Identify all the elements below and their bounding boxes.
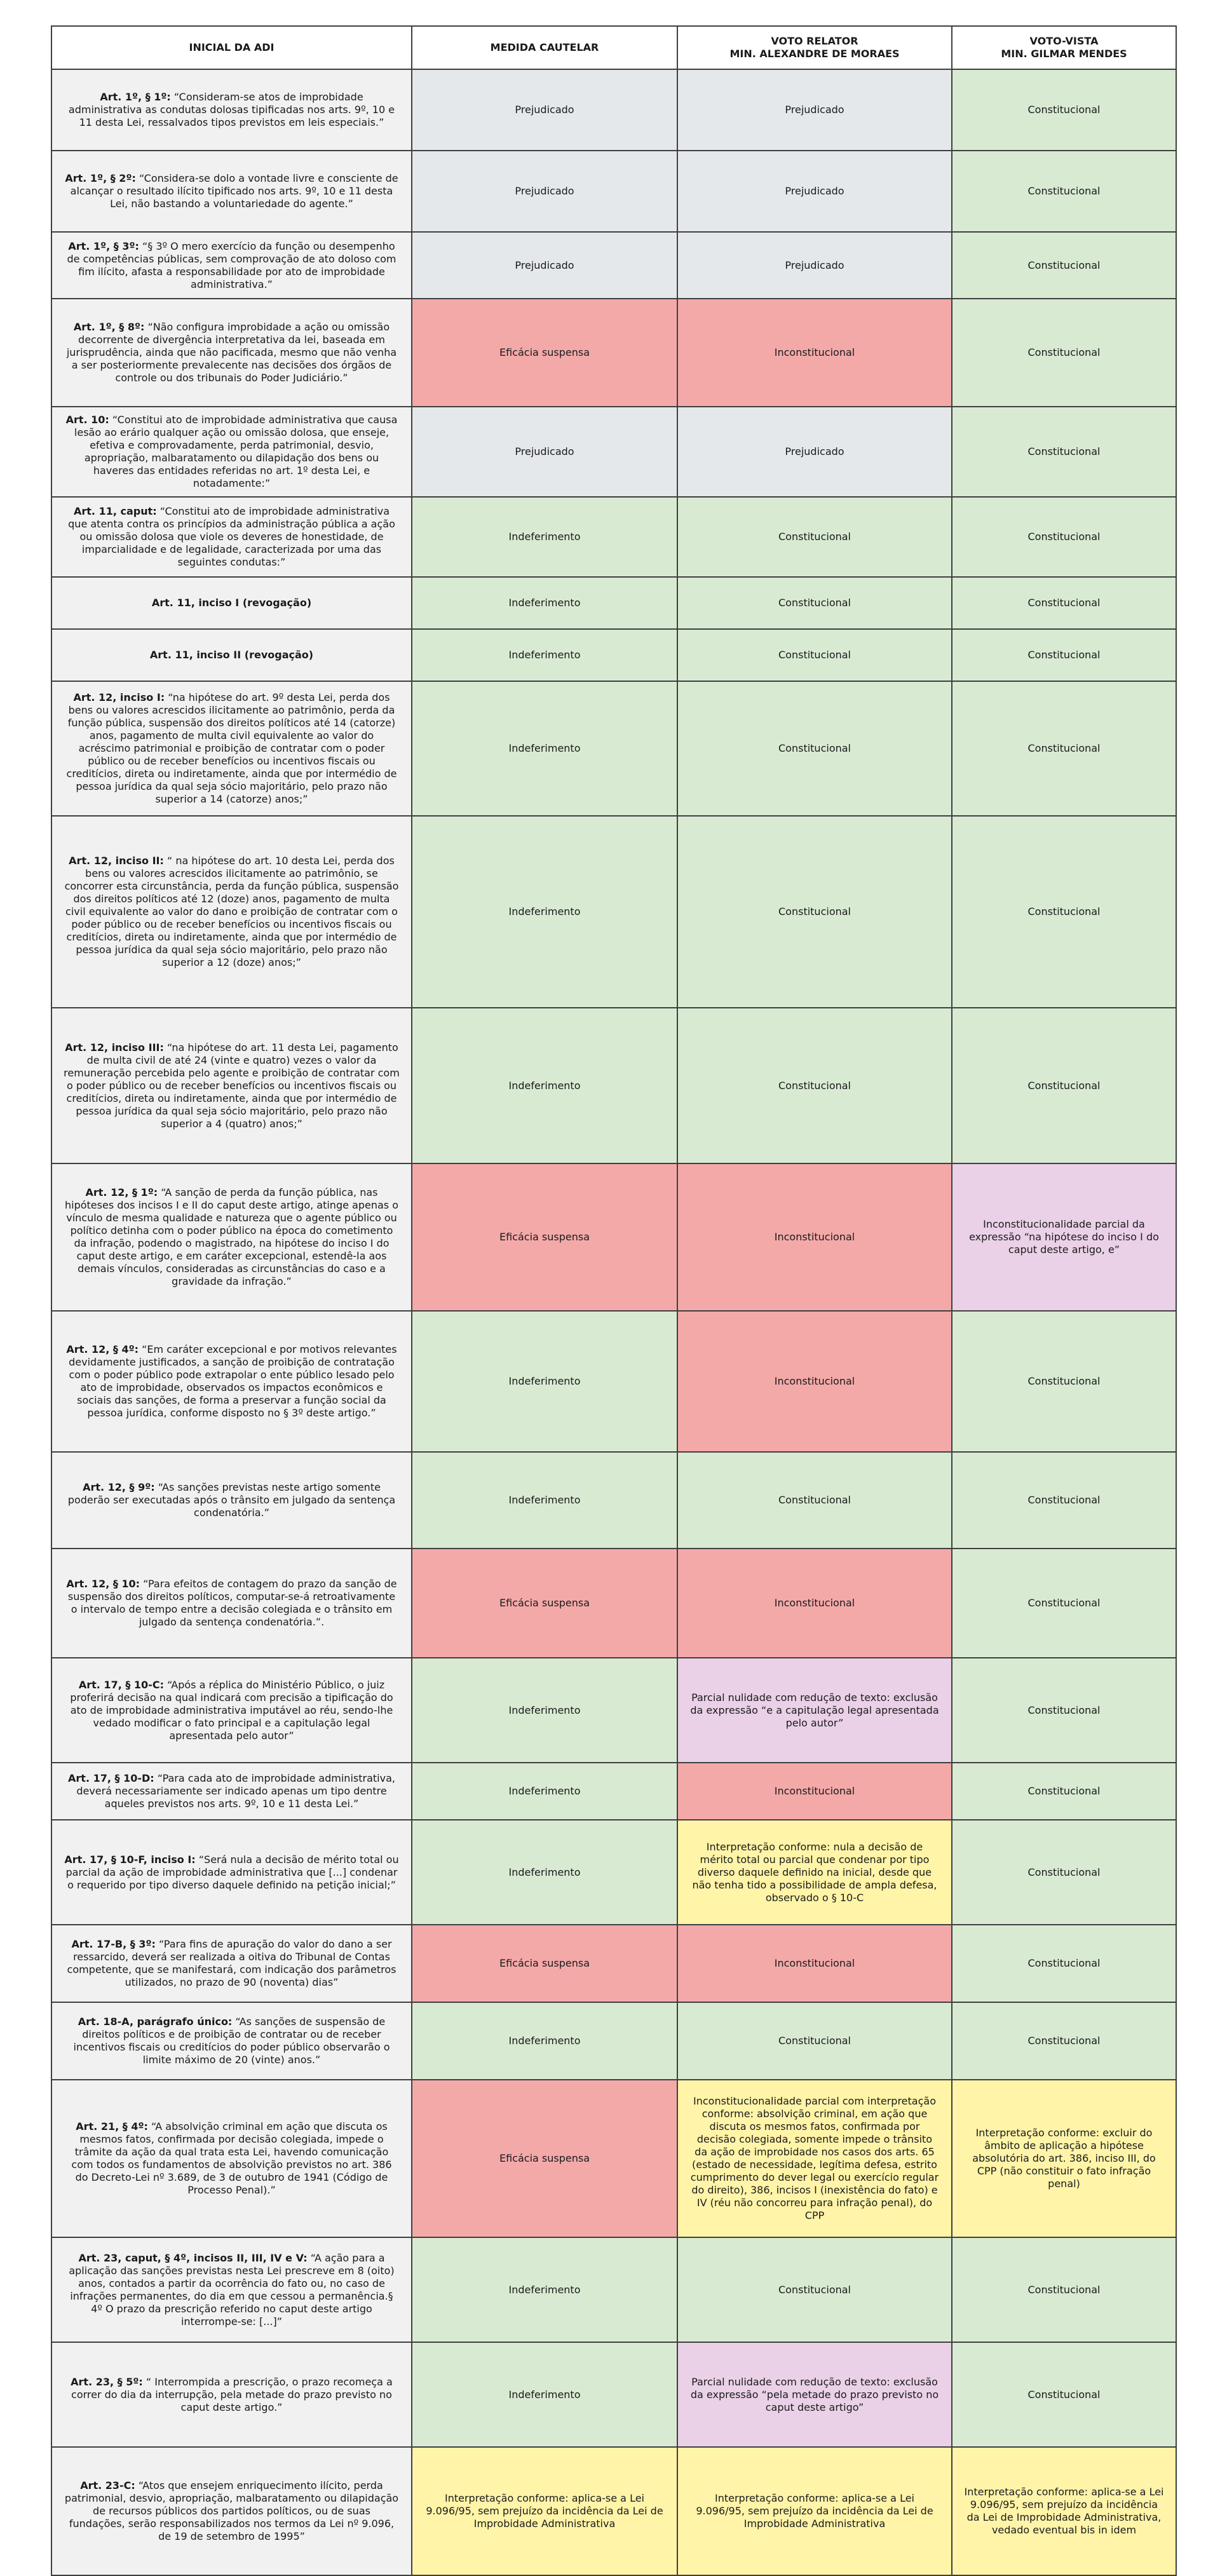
article-text: “A sanção de perda da função pública, nas hipóteses dos incisos I e II do caput deste artigo, atinge apenas o vínculo de mesma qualidade e natureza que o agente público ou político detinha com o poder público na época do cometimento da infração, podendo o magistrado, na hipótese do inciso I do caput deste artigo, e em caráter excepcional, estendê-la aos demais vínculos, consideradas as circunstâncias do caso e a gravidade da infração.”: [64, 1186, 398, 1287]
cell-inicial: [51, 2342, 412, 2447]
table-row: [51, 629, 1176, 681]
cell-voto-vista: [952, 1549, 1176, 1658]
cell-voto-relator-text: Prejudicado: [785, 445, 844, 458]
cell-medida-cautelar: [412, 1549, 677, 1658]
article-ref: Art. 12, inciso II:: [69, 855, 164, 867]
article-ref: Art. 23-C:: [80, 2479, 135, 2491]
cell-voto-vista: [952, 816, 1176, 1008]
cell-medida-cautelar-text: Indeferimento: [508, 649, 581, 661]
article-ref: Art. 1º, § 1º:: [100, 91, 171, 103]
cell-voto-vista-text: Constitucional: [1027, 1079, 1101, 1092]
cell-voto-relator: [677, 151, 952, 232]
cell-voto-relator-text: Interpretação conforme: aplica-se a Lei 9.096/95, sem prejuízo da incidência da Lei de Improbidade Administrativa: [696, 2492, 933, 2530]
article-ref: Art. 12, § 10:: [66, 1578, 140, 1590]
cell-voto-relator-text: Inconstitucional: [774, 1231, 855, 1243]
cell-voto-relator-text: Constitucional: [778, 2035, 851, 2047]
cell-inicial: [51, 1658, 412, 1763]
article-ref: Art. 11, inciso II (revogação): [149, 649, 314, 661]
cell-inicial: [51, 577, 412, 629]
cell-voto-vista-text: Constitucional: [1027, 1704, 1101, 1716]
cell-inicial: [51, 1008, 412, 1163]
header-row: [51, 26, 1176, 69]
article-text: “As sanções previstas neste artigo somente poderão ser executadas após o trânsito em julgado da sentença condenatória.”: [67, 1481, 396, 1519]
table-body: [51, 69, 1176, 2575]
cell-voto-vista: [952, 407, 1176, 497]
table-row: [51, 577, 1176, 629]
article-text: “Não configura improbidade a ação ou omissão decorrente de divergência interpretativa da lei, baseada em jurisprudência, ainda que não pacificada, mesmo que não venha a ser posteriormente prevalecente nas decisões dos órgãos de controle ou dos tribunais do Poder Judiciário.”: [66, 321, 397, 384]
cell-voto-vista: [952, 1452, 1176, 1549]
article-ref: Art. 1º, § 3º:: [68, 240, 139, 252]
votes-table: [51, 25, 1177, 2576]
cell-voto-vista-text: Constitucional: [1027, 1375, 1101, 1387]
cell-medida-cautelar: [412, 232, 677, 299]
article-text: “Para fins de apuração do valor do dano a ser ressarcido, deverá ser realizada a oitiva do Tribunal de Contas competente, que se manifestará, com indicação dos parâmetros utilizados, no prazo de 90 (noventa) dias”: [67, 1938, 396, 1988]
article-text: “Atos que ensejem enriquecimento ilícito, perda patrimonial, desvio, apropriação, malbaratamento ou dilapidação de recursos públicos dos partidos políticos, ou de suas fundações, serão responsabilizados nos termos da Lei nº 9.096, de 19 de setembro de 1995”: [64, 2479, 399, 2542]
cell-voto-relator-text: Constitucional: [778, 1494, 851, 1506]
cell-voto-vista: [952, 1008, 1176, 1163]
article-ref: Art. 12, § 1º:: [85, 1186, 158, 1198]
cell-voto-vista-text: Constitucional: [1027, 2283, 1101, 2296]
cell-inicial: [51, 151, 412, 232]
table-row: [51, 1658, 1176, 1763]
cell-medida-cautelar-text: Prejudicado: [515, 259, 574, 271]
cell-medida-cautelar-text: Indeferimento: [508, 1704, 581, 1716]
cell-voto-relator: [677, 1163, 952, 1311]
cell-voto-vista: [952, 497, 1176, 577]
article-ref: Art. 12, § 9º:: [83, 1481, 155, 1493]
cell-inicial: [51, 2447, 412, 2575]
article-ref: Art. 1º, § 8º:: [73, 321, 145, 333]
table-row: [51, 2002, 1176, 2080]
cell-voto-vista-text: Constitucional: [1027, 905, 1101, 918]
cell-voto-vista: [952, 299, 1176, 407]
article-ref: Art. 17, § 10-C:: [78, 1678, 164, 1691]
cell-voto-vista: [952, 69, 1176, 151]
table-row: [51, 2237, 1176, 2342]
cell-voto-vista-text: Constitucional: [1027, 649, 1101, 661]
cell-voto-relator: [677, 1925, 952, 2002]
cell-medida-cautelar-text: Indeferimento: [508, 905, 581, 918]
header-voto-vista: VOTO-VISTA MIN. GILMAR MENDES: [952, 26, 1176, 69]
cell-voto-relator-text: Constitucional: [778, 742, 851, 754]
cell-voto-relator-text: Prejudicado: [785, 185, 844, 197]
cell-medida-cautelar-text: Indeferimento: [508, 597, 581, 609]
cell-inicial: [51, 1452, 412, 1549]
cell-medida-cautelar-text: Eficácia suspensa: [499, 2152, 590, 2164]
article-text: “Constitui ato de improbidade administrativa que causa lesão ao erário qualquer ação ou omissão dolosa, que enseje, efetiva e comprovadamente, perda patrimonial, desvio, apropriação, malbaratamento ou dilapidação dos bens ou haveres das entidades referidas no art. 1º desta Lei, e notadamente:”: [74, 414, 398, 489]
cell-voto-relator-text: Prejudicado: [785, 259, 844, 271]
article-text: “na hipótese do art. 11 desta Lei, pagamento de multa civil de até 24 (vinte e quatro) vezes o valor da remuneração percebida pelo agente e proibição de contratar com o poder público ou de receber benefícios ou incentivos fiscais ou creditícios, direta ou indiretamente, ainda que por intermédio de pessoa jurídica da qual seja sócio majoritário, pelo prazo não superior a 4 (quatro) anos;”: [64, 1041, 400, 1130]
cell-voto-relator-text: Inconstitucional: [774, 346, 855, 358]
cell-voto-relator: [677, 2447, 952, 2575]
article-ref: Art. 21, § 4º:: [76, 2120, 148, 2132]
cell-medida-cautelar-text: Indeferimento: [508, 742, 581, 754]
article-text: “Consideram-se atos de improbidade administrativa as condutas dolosas tipificadas nos arts. 9º, 10 e 11 desta Lei, ressalvados tipos previstos em leis especiais.”: [68, 91, 395, 128]
article-ref: Art. 18-A, parágrafo único:: [78, 2016, 233, 2028]
cell-inicial: [51, 299, 412, 407]
table-row: [51, 1452, 1176, 1549]
cell-voto-vista-text: Constitucional: [1027, 259, 1101, 271]
cell-medida-cautelar: [412, 2237, 677, 2342]
article-ref: Art. 17, § 10-F, inciso I:: [64, 1853, 196, 1866]
cell-voto-relator-text: Parcial nulidade com redução de texto: exclusão da expressão “e a capitulação legal apresentada pelo autor”: [690, 1691, 939, 1729]
cell-voto-vista: [952, 2080, 1176, 2237]
table-row: [51, 497, 1176, 577]
table-row: [51, 681, 1176, 816]
cell-voto-vista-text: Constitucional: [1027, 1957, 1101, 1969]
cell-medida-cautelar-text: Eficácia suspensa: [499, 346, 590, 358]
cell-voto-vista: [952, 577, 1176, 629]
cell-medida-cautelar-text: Indeferimento: [508, 531, 581, 543]
cell-inicial: [51, 232, 412, 299]
cell-medida-cautelar-text: Indeferimento: [508, 2388, 581, 2401]
table-row: [51, 1925, 1176, 2002]
cell-inicial: [51, 1763, 412, 1820]
cell-medida-cautelar: [412, 2002, 677, 2080]
cell-medida-cautelar: [412, 577, 677, 629]
cell-medida-cautelar: [412, 151, 677, 232]
cell-medida-cautelar-text: Eficácia suspensa: [499, 1957, 590, 1969]
article-text: “Em caráter excepcional e por motivos relevantes devidamente justificados, a sanção de proibição de contratação com o poder público pode extrapolar o ente público lesado pelo ato de improbidade, observados os impactos econômicos e sociais das sanções, de forma a preservar a função social da pessoa jurídica, conforme disposto no § 3º deste artigo.”: [69, 1343, 397, 1419]
table-row: [51, 407, 1176, 497]
cell-medida-cautelar: [412, 407, 677, 497]
cell-voto-vista-text: Interpretação conforme: excluir do âmbito de aplicação a hipótese absolutória do art. 386, inciso III, do CPP (não constituir o fato infração penal): [972, 2127, 1156, 2190]
cell-voto-relator: [677, 1549, 952, 1658]
cell-voto-relator: [677, 2342, 952, 2447]
table-row: [51, 1549, 1176, 1658]
cell-medida-cautelar-text: Indeferimento: [508, 1079, 581, 1092]
article-text: “ Interrompida a prescrição, o prazo recomeça a correr do dia da interrupção, pela metade do prazo previsto no caput deste artigo.”: [71, 2375, 393, 2413]
cell-voto-relator-text: Inconstitucional: [774, 1957, 855, 1969]
cell-inicial: [51, 407, 412, 497]
article-ref: Art. 11, caput:: [73, 505, 157, 517]
cell-voto-vista-text: Constitucional: [1027, 597, 1101, 609]
article-text: “Considera-se dolo a vontade livre e consciente de alcançar o resultado ilícito tipificado nos arts. 9º, 10 e 11 desta Lei, não bastando a voluntariedade do agente.”: [70, 172, 398, 210]
cell-voto-vista: [952, 1163, 1176, 1311]
cell-inicial: [51, 816, 412, 1008]
cell-voto-relator-text: Constitucional: [778, 597, 851, 609]
article-text: “§ 3º O mero exercício da função ou desempenho de competências públicas, sem comprovação de ato doloso com fim ilícito, afasta a responsabilidade por ato de improbidade administrativa.”: [67, 240, 396, 290]
cell-voto-vista-text: Constitucional: [1027, 104, 1101, 116]
article-ref: Art. 1º, § 2º:: [65, 172, 136, 184]
cell-voto-vista: [952, 232, 1176, 299]
cell-medida-cautelar-text: Indeferimento: [508, 1866, 581, 1878]
article-ref: Art. 11, inciso I (revogação): [151, 597, 312, 609]
cell-voto-relator: [677, 2080, 952, 2237]
cell-voto-relator: [677, 681, 952, 816]
cell-voto-relator: [677, 299, 952, 407]
cell-voto-relator: [677, 1820, 952, 1925]
cell-voto-relator: [677, 816, 952, 1008]
article-ref: Art. 23, § 5º:: [71, 2375, 143, 2388]
cell-voto-relator-text: Inconstitucional: [774, 1597, 855, 1609]
cell-inicial: [51, 2237, 412, 2342]
cell-inicial: [51, 69, 412, 151]
cell-medida-cautelar: [412, 816, 677, 1008]
cell-voto-vista-text: Constitucional: [1027, 346, 1101, 358]
cell-voto-relator: [677, 629, 952, 681]
cell-voto-vista: [952, 1311, 1176, 1452]
cell-medida-cautelar: [412, 497, 677, 577]
cell-voto-vista-text: Inconstitucionalidade parcial da expressão “na hipótese do inciso I do caput deste artigo, e”: [969, 1218, 1159, 1256]
cell-medida-cautelar: [412, 1163, 677, 1311]
cell-inicial: [51, 1820, 412, 1925]
table-row: [51, 151, 1176, 232]
cell-inicial: [51, 681, 412, 816]
cell-medida-cautelar: [412, 1311, 677, 1452]
table-row: [51, 1763, 1176, 1820]
cell-medida-cautelar-text: Indeferimento: [508, 1785, 581, 1797]
cell-medida-cautelar: [412, 2080, 677, 2237]
cell-medida-cautelar-text: Interpretação conforme: aplica-se a Lei 9.096/95, sem prejuízo da incidência da Lei de Improbidade Administrativa: [426, 2492, 663, 2530]
cell-medida-cautelar: [412, 1008, 677, 1163]
cell-inicial: [51, 2002, 412, 2080]
article-text: “Após a réplica do Ministério Público, o juiz proferirá decisão na qual indicará com precisão a tipificação do ato de improbidade administrativa imputável ao réu, sendo-lhe vedado modificar o fato principal e a capitulação legal apresentada pelo autor”: [70, 1678, 393, 1742]
table-row: [51, 1163, 1176, 1311]
cell-voto-vista-text: Constitucional: [1027, 185, 1101, 197]
cell-voto-vista: [952, 1925, 1176, 2002]
cell-medida-cautelar: [412, 299, 677, 407]
cell-medida-cautelar-text: Indeferimento: [508, 2035, 581, 2047]
cell-voto-vista-text: Constitucional: [1027, 531, 1101, 543]
header-inicial: INICIAL DA ADI: [51, 26, 412, 69]
cell-voto-relator: [677, 2002, 952, 2080]
article-text: “Para efeitos de contagem do prazo da sanção de suspensão dos direitos políticos, computar-se-á retroativamente o intervalo de tempo entre a decisão colegiada e o trânsito em julgado da sentença condenatória.”.: [67, 1578, 397, 1628]
article-ref: Art. 23, caput, § 4º, incisos II, III, IV e V:: [78, 2251, 308, 2264]
cell-voto-vista: [952, 2342, 1176, 2447]
cell-voto-vista-text: Constitucional: [1027, 1785, 1101, 1797]
cell-voto-relator: [677, 407, 952, 497]
cell-voto-relator-text: Prejudicado: [785, 104, 844, 116]
table-row: [51, 1820, 1176, 1925]
cell-voto-vista: [952, 2237, 1176, 2342]
cell-voto-relator-text: Inconstitucional: [774, 1375, 855, 1387]
cell-voto-vista-text: Interpretação conforme: aplica-se a Lei 9.096/95, sem prejuízo da incidência da Lei de Improbidade Administrativa, vedado eventual bis in idem: [964, 2486, 1164, 2536]
cell-medida-cautelar-text: Indeferimento: [508, 1494, 581, 1506]
article-ref: Art. 12, inciso I:: [73, 691, 165, 703]
cell-medida-cautelar: [412, 1452, 677, 1549]
cell-voto-vista: [952, 1763, 1176, 1820]
article-ref: Art. 12, § 4º:: [66, 1343, 139, 1355]
cell-voto-relator-text: Constitucional: [778, 905, 851, 918]
cell-medida-cautelar: [412, 69, 677, 151]
cell-voto-vista: [952, 1658, 1176, 1763]
table-row: [51, 299, 1176, 407]
cell-voto-vista-text: Constitucional: [1027, 1597, 1101, 1609]
cell-voto-vista: [952, 2447, 1176, 2575]
cell-voto-relator: [677, 577, 952, 629]
cell-voto-relator: [677, 1008, 952, 1163]
table-row: [51, 1311, 1176, 1452]
cell-inicial: [51, 2080, 412, 2237]
cell-medida-cautelar: [412, 629, 677, 681]
article-text: “Para cada ato de improbidade administrativa, deverá necessariamente ser indicado apenas um tipo dentre aqueles previstos nos arts. 9º, 10 e 11 desta Lei.”: [76, 1772, 395, 1810]
header-medida-cautelar: MEDIDA CAUTELAR: [412, 26, 677, 69]
cell-medida-cautelar: [412, 1925, 677, 2002]
cell-voto-relator-text: Constitucional: [778, 1079, 851, 1092]
article-text: “na hipótese do art. 9º desta Lei, perda dos bens ou valores acrescidos ilicitamente ao patrimônio, perda da função pública, suspensão dos direitos políticos até 14 (catorze) anos, pagamento de multa civil equivalente ao valor do acréscimo patrimonial e proibição de contratar com o poder público ou de receber benefícios ou incentivos fiscais ou creditícios, direta ou indiretamente, ainda que por intermédio de pessoa jurídica da qual seja sócio majoritário, pelo prazo não superior a 14 (catorze) anos;”: [66, 691, 397, 805]
header-voto-relator: VOTO RELATOR MIN. ALEXANDRE DE MORAES: [677, 26, 952, 69]
cell-voto-relator: [677, 232, 952, 299]
cell-voto-relator: [677, 1763, 952, 1820]
cell-medida-cautelar-text: Prejudicado: [515, 445, 574, 458]
table-row: [51, 69, 1176, 151]
cell-medida-cautelar: [412, 681, 677, 816]
cell-voto-vista: [952, 151, 1176, 232]
cell-voto-relator-text: Constitucional: [778, 649, 851, 661]
cell-voto-relator: [677, 2237, 952, 2342]
cell-voto-vista: [952, 629, 1176, 681]
cell-medida-cautelar-text: Eficácia suspensa: [499, 1597, 590, 1609]
cell-medida-cautelar: [412, 2447, 677, 2575]
cell-voto-vista-text: Constitucional: [1027, 742, 1101, 754]
cell-voto-vista: [952, 1820, 1176, 1925]
article-text: “A absolvição criminal em ação que discuta os mesmos fatos, confirmada por decisão colegiada, impede o trâmite da ação da qual trata esta Lei, havendo comunicação com todos os fundamentos de absolvição previstos no art. 386 do Decreto-Lei nº 3.689, de 3 de outubro de 1941 (Código de Processo Penal).”: [71, 2120, 392, 2196]
cell-inicial: [51, 1549, 412, 1658]
table-row: [51, 2342, 1176, 2447]
cell-voto-relator: [677, 1311, 952, 1452]
cell-medida-cautelar: [412, 1658, 677, 1763]
article-text: “Será nula a decisão de mérito total ou parcial da ação de improbidade administrativa que [...] condenar o requerido por tipo diverso daquele definido na petição inicial;”: [65, 1853, 399, 1891]
cell-medida-cautelar: [412, 2342, 677, 2447]
cell-medida-cautelar: [412, 1763, 677, 1820]
cell-voto-relator-text: Inconstitucionalidade parcial com interpretação conforme: absolvição criminal, em ação que discuta os mesmos fatos, confirmada por decisão colegiada, somente impede o trânsito da ação de improbidade nos casos dos arts. 65 (estado de necessidade, legítima defesa, estrito cumprimento do dever legal ou exercício regular do direito), 386, incisos I (inexistência do fato) e IV (réu não concorreu para infração penal), do CPP: [690, 2095, 939, 2221]
cell-medida-cautelar-text: Prejudicado: [515, 185, 574, 197]
cell-voto-relator-text: Constitucional: [778, 2283, 851, 2296]
table-row: [51, 2447, 1176, 2575]
cell-inicial: [51, 1163, 412, 1311]
cell-voto-relator-text: Parcial nulidade com redução de texto: exclusão da expressão “pela metade do prazo previsto no caput deste artigo”: [690, 2375, 939, 2413]
cell-voto-vista-text: Constitucional: [1027, 2035, 1101, 2047]
cell-voto-relator: [677, 1452, 952, 1549]
cell-medida-cautelar-text: Indeferimento: [508, 2283, 581, 2296]
article-ref: Art. 10:: [65, 414, 109, 426]
cell-voto-relator-text: Constitucional: [778, 531, 851, 543]
article-text: “A ação para a aplicação das sanções previstas nesta Lei prescreve em 8 (oito) anos, contados a partir da ocorrência do fato ou, no caso de infrações permanentes, do dia em que cessou a permanência.§ 4º O prazo da prescrição referido no caput deste artigo interrompe-se: [...]”: [69, 2251, 395, 2328]
cell-voto-vista-text: Constitucional: [1027, 1494, 1101, 1506]
cell-voto-vista-text: Constitucional: [1027, 1866, 1101, 1878]
table-row: [51, 816, 1176, 1008]
cell-voto-relator-text: Interpretação conforme: nula a decisão de mérito total ou parcial que condenar por tipo diverso daquele definido na inicial, desde que não tenha tido a possibilidade de ampla defesa, observado o § 10-C: [692, 1840, 937, 1904]
article-ref: Art. 17-B, § 3º:: [71, 1938, 156, 1950]
cell-medida-cautelar-text: Prejudicado: [515, 104, 574, 116]
cell-inicial: [51, 1925, 412, 2002]
article-text: “As sanções de suspensão de direitos políticos e de proibição de contratar ou de receber incentivos fiscais ou creditícios do poder público observarão o limite máximo de 20 (vinte) anos.”: [73, 2016, 390, 2066]
cell-voto-vista-text: Constitucional: [1027, 2388, 1101, 2401]
article-ref: Art. 17, § 10-D:: [68, 1772, 154, 1784]
table-row: [51, 232, 1176, 299]
cell-voto-relator-text: Inconstitucional: [774, 1785, 855, 1797]
cell-voto-vista: [952, 681, 1176, 816]
cell-voto-relator: [677, 497, 952, 577]
cell-voto-relator: [677, 69, 952, 151]
article-text: “ na hipótese do art. 10 desta Lei, perda dos bens ou valores acrescidos ilicitamente ao patrimônio, se concorrer esta circunstância, perda da função pública, suspensão dos direitos políticos até 12 (doze) anos, pagamento de multa civil equivalente ao valor do dano e proibição de contratar com o poder público ou de receber benefícios ou incentivos fiscais ou creditícios, direta ou indiretamente, ainda que por intermédio de pessoa jurídica da qual seja sócio majoritário, pelo prazo não superior a 12 (doze) anos;”: [64, 855, 399, 968]
cell-voto-vista-text: Constitucional: [1027, 445, 1101, 458]
cell-voto-relator: [677, 1658, 952, 1763]
cell-voto-vista: [952, 2002, 1176, 2080]
cell-inicial: [51, 629, 412, 681]
cell-inicial: [51, 497, 412, 577]
article-ref: Art. 12, inciso III:: [65, 1041, 164, 1054]
cell-inicial: [51, 1311, 412, 1452]
cell-medida-cautelar-text: Eficácia suspensa: [499, 1231, 590, 1243]
cell-medida-cautelar-text: Indeferimento: [508, 1375, 581, 1387]
cell-medida-cautelar: [412, 1820, 677, 1925]
table-row: [51, 1008, 1176, 1163]
table-row: [51, 2080, 1176, 2237]
article-text: “Constitui ato de improbidade administrativa que atenta contra os princípios da administração pública a ação ou omissão dolosa que viole os deveres de honestidade, de imparcialidade e de legalidade, caracterizada por uma das seguintes condutas:”: [68, 505, 395, 568]
